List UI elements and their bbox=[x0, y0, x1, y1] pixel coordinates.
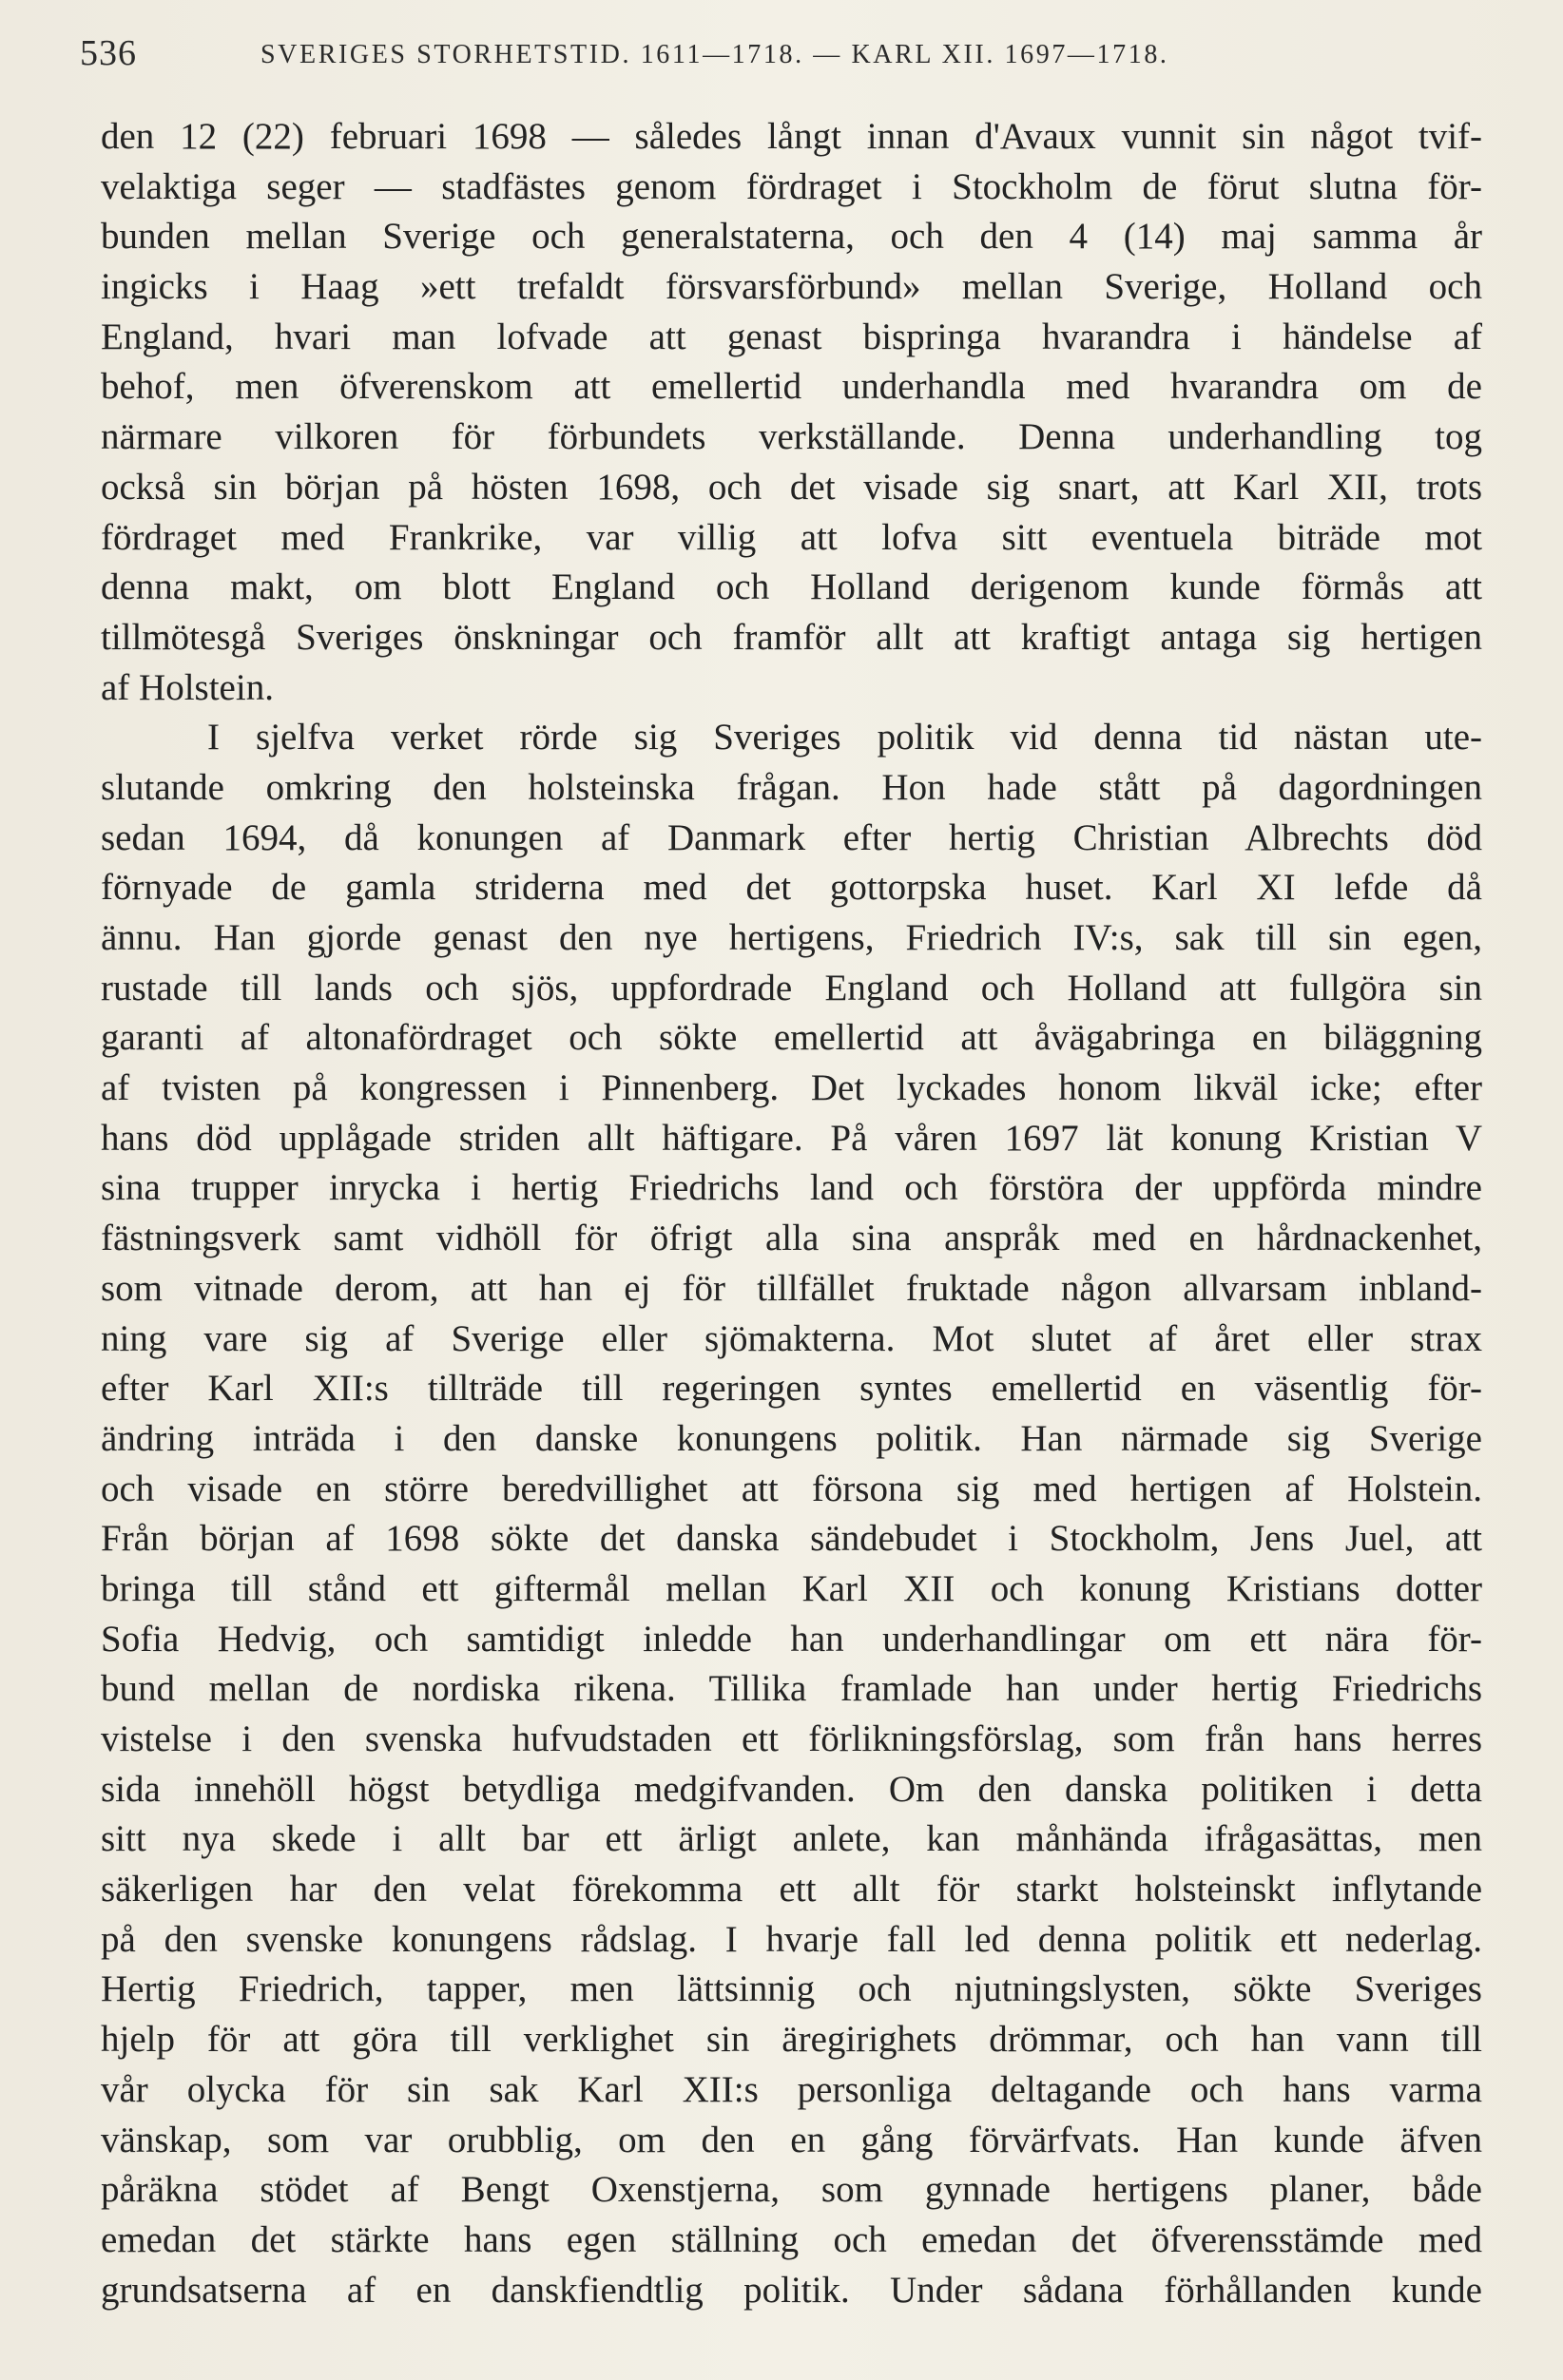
text-line: af tvisten på kongressen i Pinnenberg. Det lyckades honom likväl icke; efter bbox=[101, 1067, 1482, 1109]
text-line: bringa till stånd ett giftermål mellan Karl XII och konung Kristians dotter bbox=[101, 1567, 1482, 1609]
text-line: Sofia Hedvig, och samtidigt inledde han underhandlingar om ett nära för- bbox=[101, 1618, 1482, 1660]
text-line: Från början af 1698 sökte det danska sändebudet i Stockholm, Jens Juel, att bbox=[101, 1518, 1482, 1560]
text-line: velaktiga seger — stadfästes genom fördraget i Stockholm de förut slutna för- bbox=[101, 165, 1482, 207]
paragraph bbox=[101, 112, 1482, 713]
text-line: behof, men öfverenskom att emellertid underhandla med hvarandra om de bbox=[101, 366, 1482, 408]
text-line: bunden mellan Sverige och generalstaterna, och den 4 (14) maj samma år bbox=[101, 216, 1482, 258]
text-line: och visade en större beredvillighet att försona sig med hertigen af Holstein. bbox=[101, 1468, 1482, 1509]
text-line: på den svenske konungens rådslag. I hvarje fall led denna politik ett nederlag. bbox=[101, 1918, 1482, 1960]
text-line: också sin början på hösten 1698, och det visade sig snart, att Karl XII, trots bbox=[101, 466, 1482, 508]
text-line: påräkna stödet af Bengt Oxenstjerna, som gynnade hertigens planer, både bbox=[101, 2169, 1482, 2211]
text-line: rustade till lands och sjös, uppfordrade England och Holland att fullgöra sin bbox=[101, 967, 1482, 1008]
text-line: grundsatserna af en danskfiendtlig politik. Under sådana förhållanden kunde bbox=[101, 2269, 1482, 2311]
text-line: I sjelfva verket rörde sig Sveriges politik vid denna tid nästan ute- bbox=[207, 717, 1482, 758]
text-line: närmare vilkoren för förbundets verkställande. Denna underhandling tog bbox=[101, 416, 1482, 458]
text-line: ingicks i Haag »ett trefaldt försvarsförbund» mellan Sverige, Holland och bbox=[101, 266, 1482, 308]
text-line: slutande omkring den holsteinska frågan. Hon hade stått på dagordningen bbox=[101, 766, 1482, 808]
text-line: hjelp för att göra till verklighet sin äregirighets drömmar, och han vann till bbox=[101, 2019, 1482, 2061]
text-line: bund mellan de nordiska rikena. Tillika framlade han under hertig Friedrichs bbox=[101, 1668, 1482, 1710]
text-line: ning vare sig af Sverige eller sjömakterna. Mot slutet af året eller strax bbox=[101, 1317, 1482, 1359]
text-line: säkerligen har den velat förekomma ett allt för starkt holsteinskt inflytande bbox=[101, 1869, 1482, 1910]
page-number: 536 bbox=[80, 33, 137, 73]
text-line: England, hvari man lofvade att genast bispringa hvarandra i händelse af bbox=[101, 316, 1482, 357]
running-head: SVERIGES STORHETSTID. 1611—1718. — KARL XII. 1697—1718. bbox=[260, 40, 1169, 69]
text-line: sitt nya skede i allt bar ett ärligt anlete, kan månhända ifrågasättas, men bbox=[101, 1818, 1482, 1860]
text-line: af Holstein. bbox=[101, 666, 274, 708]
paragraph bbox=[101, 713, 1482, 2315]
text-line: som vitnade derom, att han ej för tillfället fruktade någon allvarsam inbland- bbox=[101, 1267, 1482, 1309]
page-header bbox=[80, 29, 1477, 82]
text-line: sida innehöll högst betydliga medgifvanden. Om den danska politiken i detta bbox=[101, 1768, 1482, 1810]
body-text bbox=[101, 112, 1482, 2315]
text-line: vistelse i den svenska hufvudstaden ett förlikningsförslag, som från hans herres bbox=[101, 1718, 1482, 1759]
text-line: vår olycka för sin sak Karl XII:s personliga deltagande och hans varma bbox=[101, 2068, 1482, 2110]
text-line: garanti af altonafördraget och sökte emellertid att åvägabringa en biläggning bbox=[101, 1017, 1482, 1059]
text-line: sedan 1694, då konungen af Danmark efter hertig Christian Albrechts död bbox=[101, 816, 1482, 858]
text-line: vänskap, som var orubblig, om den en gång förvärfvats. Han kunde äfven bbox=[101, 2119, 1482, 2160]
text-line: emedan det stärkte hans egen ställning och emedan det öfverensstämde med bbox=[101, 2218, 1482, 2260]
text-line: efter Karl XII:s tillträde till regeringen syntes emellertid en väsentlig för- bbox=[101, 1368, 1482, 1410]
text-line: sina trupper inrycka i hertig Friedrichs land och förstöra der uppförda mindre bbox=[101, 1167, 1482, 1209]
text-line: Hertig Friedrich, tapper, men lättsinnig och njutningslysten, sökte Sveriges bbox=[101, 1968, 1482, 2010]
text-line: fästningsverk samt vidhöll för öfrigt alla sina anspråk med en hårdnackenhet, bbox=[101, 1218, 1482, 1259]
text-line: hans död upplågade striden allt häftigare. På våren 1697 lät konung Kristian V bbox=[101, 1117, 1482, 1159]
text-line: tillmötesgå Sveriges önskningar och framför allt att kraftigt antaga sig hertigen bbox=[101, 616, 1482, 658]
text-line: denna makt, om blott England och Holland derigenom kunde förmås att bbox=[101, 566, 1482, 608]
text-line: den 12 (22) februari 1698 — således långt innan d'Avaux vunnit sin något tvif- bbox=[101, 116, 1482, 157]
text-line: förnyade de gamla striderna med det gottorpska huset. Karl XI lefde då bbox=[101, 867, 1482, 909]
text-line: fördraget med Frankrike, var villig att lofva sitt eventuela biträde mot bbox=[101, 516, 1482, 558]
text-line: ännu. Han gjorde genast den nye hertigens, Friedrich IV:s, sak till sin egen, bbox=[101, 917, 1482, 958]
text-line: ändring inträda i den danske konungens politik. Han närmade sig Sverige bbox=[101, 1417, 1482, 1459]
